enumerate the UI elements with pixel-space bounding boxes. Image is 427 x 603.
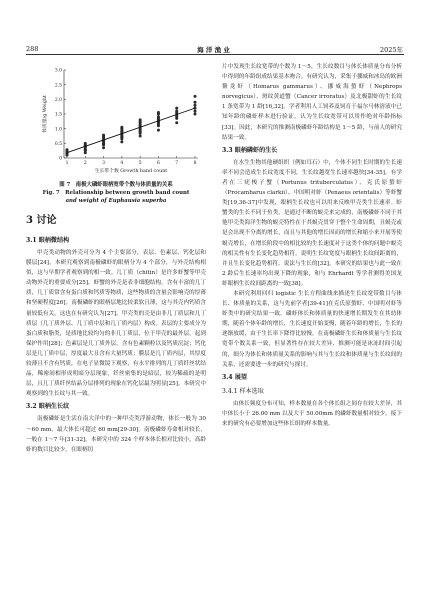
x-tick-label: 8	[193, 161, 197, 166]
page-number: 288	[26, 45, 39, 53]
section-3-3-paragraph-2: 本研究利用回归 logistic 生长方程曲线来描述生长纹宽带数目与体长、体质量的关系，这与先前学者[39-41]在克氏原螯虾、中国明对虾等虾类中的研究结果一致。磷虾体长和体质量的快速增长期发生在其幼体期，随着个体年龄的增长，生长速度开始变慢，随着年龄的增长，生长的逐渐放缓，由于生长率下降得比较慢，在南极磷虾生长和体质量与生长纹宽带个数关系一致，但显著性存在较大差异，推测可能是冰冻时间引起的，细分为体长和体质量关系的影响与其与生长纹和体质量与生长纹间的关系，还需要进一步的研究与探讨。	[222, 290, 402, 368]
data-point	[120, 135, 123, 138]
section-3-1-title: 3.1 眼柄微结构	[26, 237, 70, 244]
x-tick-label: 7	[175, 161, 179, 166]
y-tick-label: 2.0	[54, 97, 62, 103]
y-tick-label: 2.5	[54, 83, 62, 89]
figure-caption-en-1: Fig. 7 Relationship between growth band count	[42, 190, 190, 196]
x-tick-label: 5	[138, 161, 142, 166]
y-tick-label: 0.5	[54, 141, 62, 147]
data-point	[157, 129, 160, 132]
section-3-4-title: 3.4 展望	[222, 373, 247, 381]
figure-caption-cn: 图 7 南极大磷虾眼柄宽带个数与体质量的关系	[59, 182, 173, 188]
y-axis-label: 体质量/g Weight	[43, 95, 48, 133]
y-tick-label: 3.0	[54, 68, 62, 74]
data-point	[66, 148, 69, 151]
data-point	[175, 110, 178, 113]
header-rule	[26, 54, 404, 55]
section-3-2-paragraph: 南极磷虾是生活在南大洋中的一种甲壳类浮游动物，体长一般为 30～60 mm，最大体长可超过 60 mm[29-30]。南极磷虾寿命相对较长，一般在 1～7 年[31-32]。本研究中的 324 个样本体长相对比较小，高龄虾的数目比较少，在眼柄切	[26, 416, 206, 453]
left-column	[26, 62, 206, 455]
x-tick-label: 2	[83, 161, 87, 166]
y-tick-label: 0	[59, 156, 62, 162]
x-tick-label: 3	[102, 161, 106, 166]
data-point	[102, 142, 105, 145]
data-point	[194, 95, 197, 98]
figure-caption-en-2: and weight of Euphausia superba	[65, 198, 167, 204]
data-point	[157, 111, 160, 114]
data-point	[120, 126, 123, 129]
section-3-heading: 3 讨论	[26, 215, 57, 226]
data-point	[175, 115, 178, 118]
section-3-1-paragraph: 甲壳类动物的外壳可分为 4 个主要部分，表层、色素层、钙化层和膜层[24]。本研究观察到南极磷虾的眼柄分为 4 个部分，与外壳结构相似，这与早期学者观察到的相一致。几丁质（chitin）是许多虾蟹等甲壳动物外壳的重要成分[25]，虾蟹的外壳是表非细胞结构，含有丰富的几丁质，几丁质常含有蛋白质和钙质等物质，这些物质的含量会影响壳的厚薄和坚硬程度[26]。南极磷虾的眼柄层地比较柔软且薄，这与其壳内钙质含量较低有关，这也在有研究认为[27]，甲壳类的壳是由非几丁质层和几丁质层（几丁质外层、几丁质中层和几丁质内层）构成。表层的主要成分为蛋白质和脂类，是质地比较均匀的非几丁质层，位于甲壳的最外层，起到保护作用[28]；色素层是几丁质外层，含有色素颗粒以及钙质沉淀；钙化层是几丁质中层，厚度最大且含有大量钙质；膜层是几丁质内层，其厚度较薄且不含有钙质，在电子显微镜下观察，有水平排列的几丁质纤丝状结晶，稀密间相形成明暗分层现象，纤丝密集的是暗层，较为稀疏的是明层，且几丁质纤丝结晶分层排列的现象在钙化层最为明显[25]。本研究中观察到的生长纹与其一致。	[26, 250, 206, 398]
data-point	[139, 135, 142, 138]
continued-paragraph: 片中发现生长纹宽带的个数为 1～5，生长纹数目与体长体质量分布分析中得到的年龄组成结果基本吻合。有研究认为，采集于挪威和冰岛的欧洲鳌龙虾（Homarus gammarus）、挪威海螯虾（Nephrops norvegicus）、斑纹黄道蟹（Cancer irroratus）及北极甜虾的生长纹 1 条宽带为 1 龄[16,32]。学者利用人工饲养及饲育于福尔马林溶液中已知年龄的磷虾样本进行验证，认为生长纹宽带可以用作绝对年龄指标[33]。因此，本研究的推测南极磷虾年龄结构是 1～5 龄，与前人的研究结果一致。	[222, 64, 402, 141]
data-point	[175, 107, 178, 110]
data-point	[84, 148, 87, 151]
data-point	[175, 121, 178, 124]
data-point	[84, 142, 87, 145]
y-tick-label: 1.5	[54, 112, 62, 118]
data-point	[194, 110, 197, 113]
data-point	[139, 130, 142, 133]
right-column	[222, 62, 402, 429]
data-point	[157, 115, 160, 118]
x-tick-label: 4	[120, 161, 124, 166]
data-point	[194, 113, 197, 116]
data-point	[194, 104, 197, 107]
y-tick-label: 1.0	[54, 127, 62, 133]
data-point	[102, 146, 105, 149]
data-point	[194, 101, 197, 104]
x-tick-label: 1	[65, 161, 69, 166]
section-3-3-title: 3.3 眼柄磷虾的生长	[222, 146, 278, 154]
section-3-4-1-title: 3.4.1 样本选取	[222, 387, 264, 395]
figure-7	[26, 62, 206, 180]
x-axis-label: 生长带个数 Growth band count	[94, 169, 168, 174]
scatter-chart	[26, 62, 206, 180]
section-3-2-title: 3.2 眼柄生长纹	[26, 403, 70, 411]
section-3-4-1-paragraph: 由体长频度分布可知，样本数量在各个体长组之间存在较大差异，其中体长小于 26.00 mm 以及大于 50.00mm 的磷虾数量相对较少，接下来的研究有必要增加这些体长组的样本数量。	[222, 400, 402, 427]
data-point	[102, 134, 105, 137]
journal-title: 海 洋 渔 业	[197, 46, 230, 54]
data-point	[157, 123, 160, 126]
x-tick-label: 6	[156, 161, 160, 166]
fit-line	[67, 108, 195, 153]
journal-year: 2025年	[379, 46, 403, 54]
data-point	[139, 118, 142, 121]
section-3-3-paragraph-1: 在水生生物其他硬组织（例如耳石）中，个体不同生长时期的生长速率不同会造成生长纹宽度不同，生长纹越宽生长速率越快[34-35]。有学者在三疣梭子蟹（Portunus trituberculatus）、克氏原螯虾（Procambarus clarkii）、中国明对虾（Penaeus orientalis）等虾蟹类[19,36-37]中发现，眼柄生长纹也可以用来反映甲壳类生长速率。虾蟹类的生长不同于鱼类，是通过不断的蜕壳来完成的，南极磷虾不同于其他甲壳类海洋生物的蜕壳特性在于其蜕壳贯穿于整个生命周期，且蜕壳或是会出现不分离的增长，而且与其他的增长因而的增长和缩小来开展等使蜕壳增长，在增长阶段中的相比较的生长速度对于这类个体的问题中蜕壳的相关性有生长变化趋势相符。说明生长纹宽度与眼柄生长纹间距离的，并且生长变化趋势相符。说法与生长的[32]。本研究的结果也与此一致在 2 龄后生长速率均出现下降的现象，和与 Ehrhardt 等学者测得美国龙虾眼柄生长纹间距离的一致[38]。	[222, 159, 402, 287]
data-point	[120, 140, 123, 143]
